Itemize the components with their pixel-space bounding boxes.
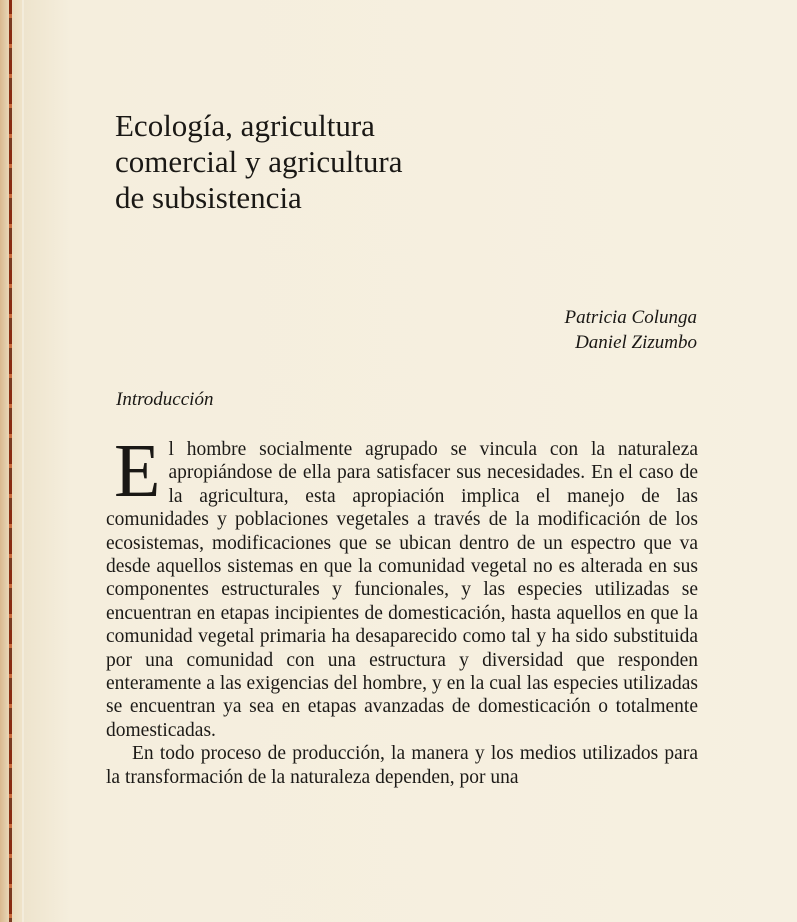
article-title xyxy=(115,108,515,216)
paragraph-2: En todo proceso de producción, la manera y los medios utilizados para la transformación de la naturaleza dependen, por una xyxy=(106,743,698,788)
title-line-1: Ecología, agricultura xyxy=(115,108,375,143)
paragraph-1-text: l hombre socialmente agrupado se vincula con la naturaleza apropiándose de ella para satisfacer sus necesidades. En el caso de la agricultura, esta apropiación implica el manejo de las comunidades y poblaciones vegetales a través de la modificación de los ecosistemas, modificaciones que se ubican dentro de un espectro que va desde aquellos sistemas en que la comunidad vegetal no es alterada en sus componentes estructurales y funcionales, y las especies utilizadas se encuentran en etapas incipientes de domesticación, hasta aquellos en que la comunidad vegetal primaria ha desaparecido como tal y ha sido substituida por una comunidad con una estructura y diversidad que responden enteramente a las exigencias del hombre, y en la cual las especies utilizadas se encuentran ya sea en etapas avanzadas de domesticación o totalmente domesticadas. xyxy=(106,439,698,741)
article-body xyxy=(106,429,698,789)
binding-stitch xyxy=(9,0,12,922)
paragraph-1 xyxy=(106,429,698,742)
article-authors xyxy=(565,305,697,355)
author-2: Daniel Zizumbo xyxy=(575,332,697,353)
author-1: Patricia Colunga xyxy=(564,307,697,328)
title-line-2: comercial y agricultura xyxy=(115,144,403,179)
drop-cap: E xyxy=(114,429,161,513)
title-line-3: de subsistencia xyxy=(115,180,302,215)
section-heading: Introducción xyxy=(116,389,214,410)
